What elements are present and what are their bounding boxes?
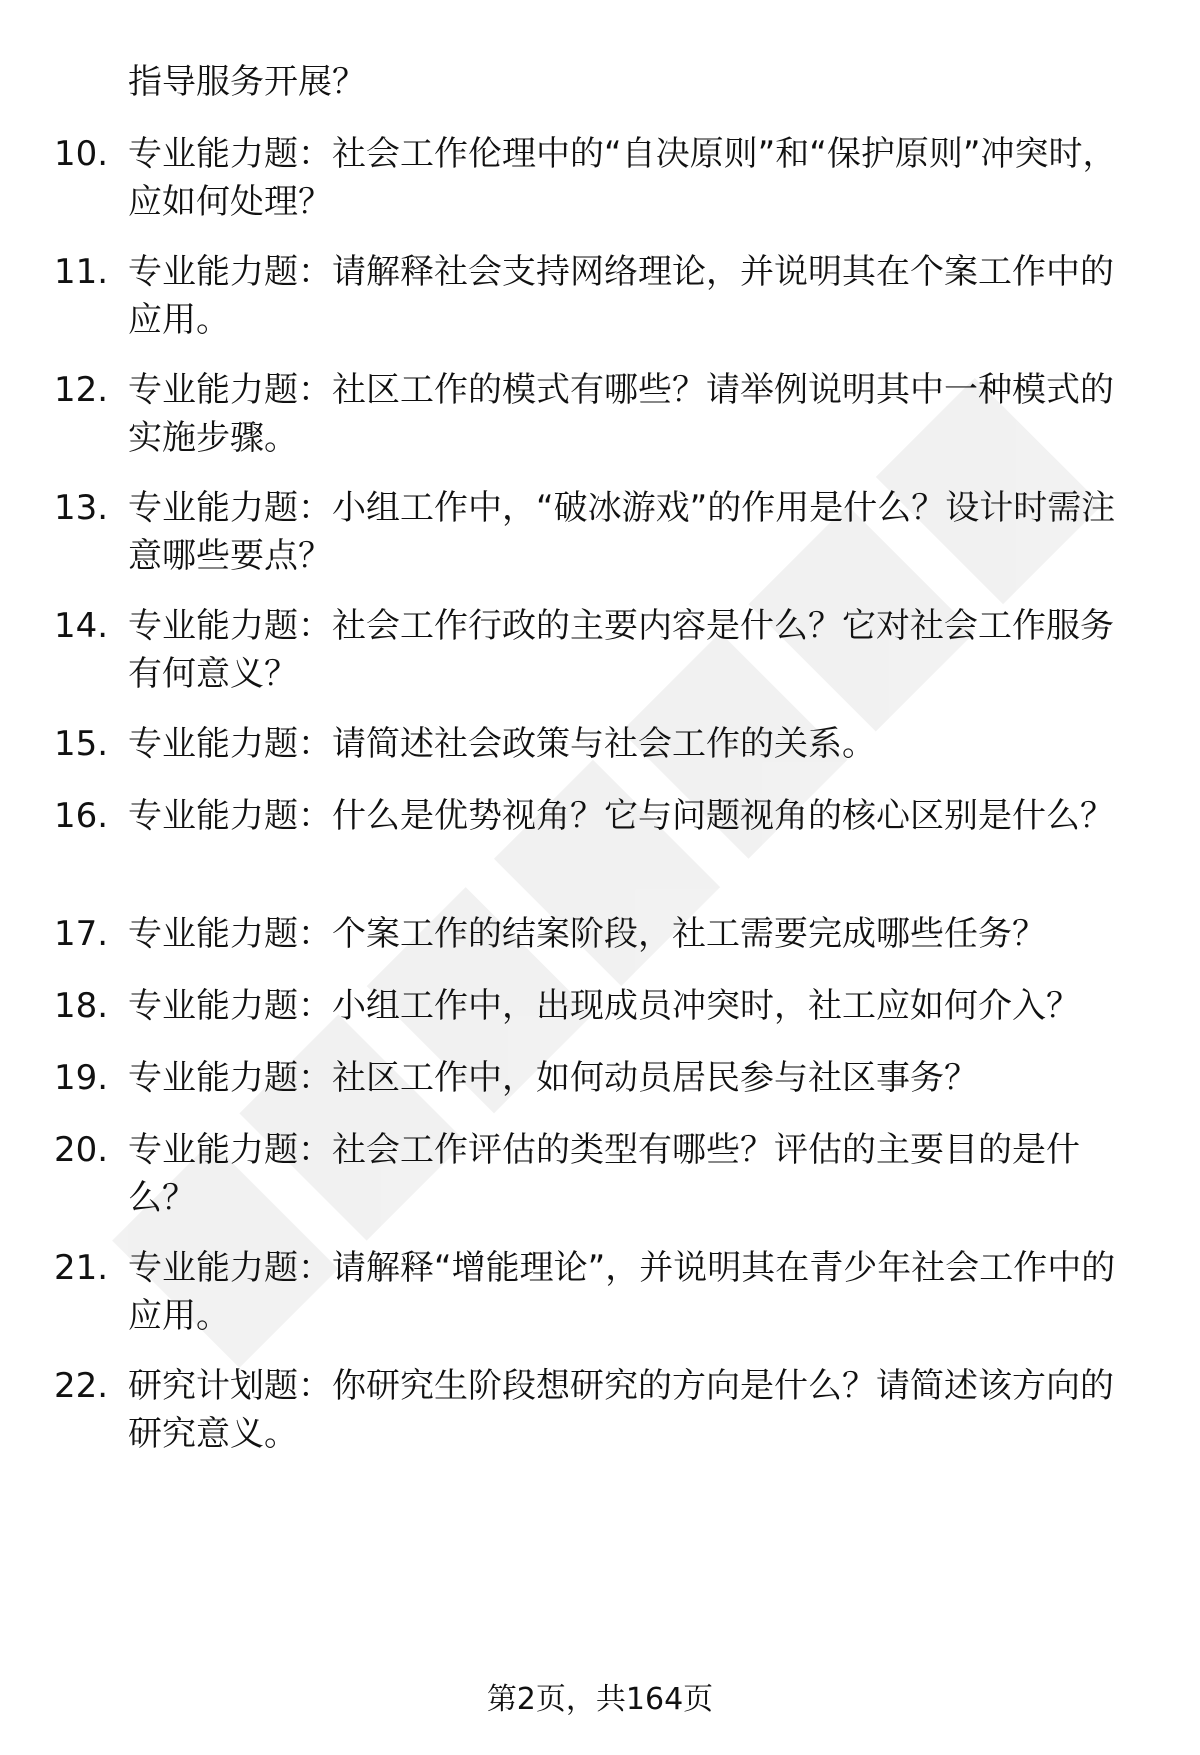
question-number: 17. — [54, 914, 109, 954]
question-number: 15. — [54, 724, 109, 764]
question-number: 22. — [54, 1366, 109, 1406]
question-text: 专业能力题：小组工作中，出现成员冲突时，社工应如何介入？ — [128, 986, 1080, 1026]
question-number: 12. — [54, 370, 109, 410]
question-text: 专业能力题：请简述社会政策与社会工作的关系。 — [128, 724, 876, 764]
question-text: 专业能力题：请解释“增能理论”，并说明其在青少年社会工作中的应用。 — [128, 1248, 1116, 1336]
question-text: 专业能力题：小组工作中，“破冰游戏”的作用是什么？设计时需注意哪些要点？ — [128, 488, 1116, 576]
question-number: 14. — [54, 606, 109, 646]
question-number: 18. — [54, 986, 109, 1026]
question-number: 10. — [54, 134, 109, 174]
question-text: 研究计划题：你研究生阶段想研究的方向是什么？请简述该方向的研究意义。 — [128, 1366, 1114, 1454]
question-text: 专业能力题：社会工作伦理中的“自决原则”和“保护原则”冲突时，应如何处理？ — [128, 134, 1117, 222]
question-text: 专业能力题：请解释社会支持网络理论，并说明其在个案工作中的应用。 — [128, 252, 1114, 340]
question-number: 13. — [54, 488, 109, 528]
question-number: 20. — [54, 1130, 109, 1170]
question-text: 专业能力题：社会工作行政的主要内容是什么？它对社会工作服务有何意义？ — [128, 606, 1114, 694]
page-footer: 第2页，共164页 — [486, 1682, 714, 1717]
question-number: 16. — [54, 796, 109, 836]
question-text: 专业能力题：什么是优势视角？它与问题视角的核心区别是什么？ — [128, 796, 1114, 836]
question-text: 专业能力题：社会工作评估的类型有哪些？评估的主要目的是什么？ — [128, 1130, 1080, 1218]
question-number: 11. — [54, 252, 109, 292]
continuation-text: 指导服务开展？ — [128, 62, 366, 102]
question-number: 19. — [54, 1058, 109, 1098]
question-text: 专业能力题：社区工作中，如何动员居民参与社区事务？ — [128, 1058, 978, 1098]
question-text: 专业能力题：个案工作的结案阶段，社工需要完成哪些任务？ — [128, 914, 1046, 954]
question-number: 21. — [54, 1248, 109, 1288]
question-text: 专业能力题：社区工作的模式有哪些？请举例说明其中一种模式的实施步骤。 — [128, 370, 1114, 458]
